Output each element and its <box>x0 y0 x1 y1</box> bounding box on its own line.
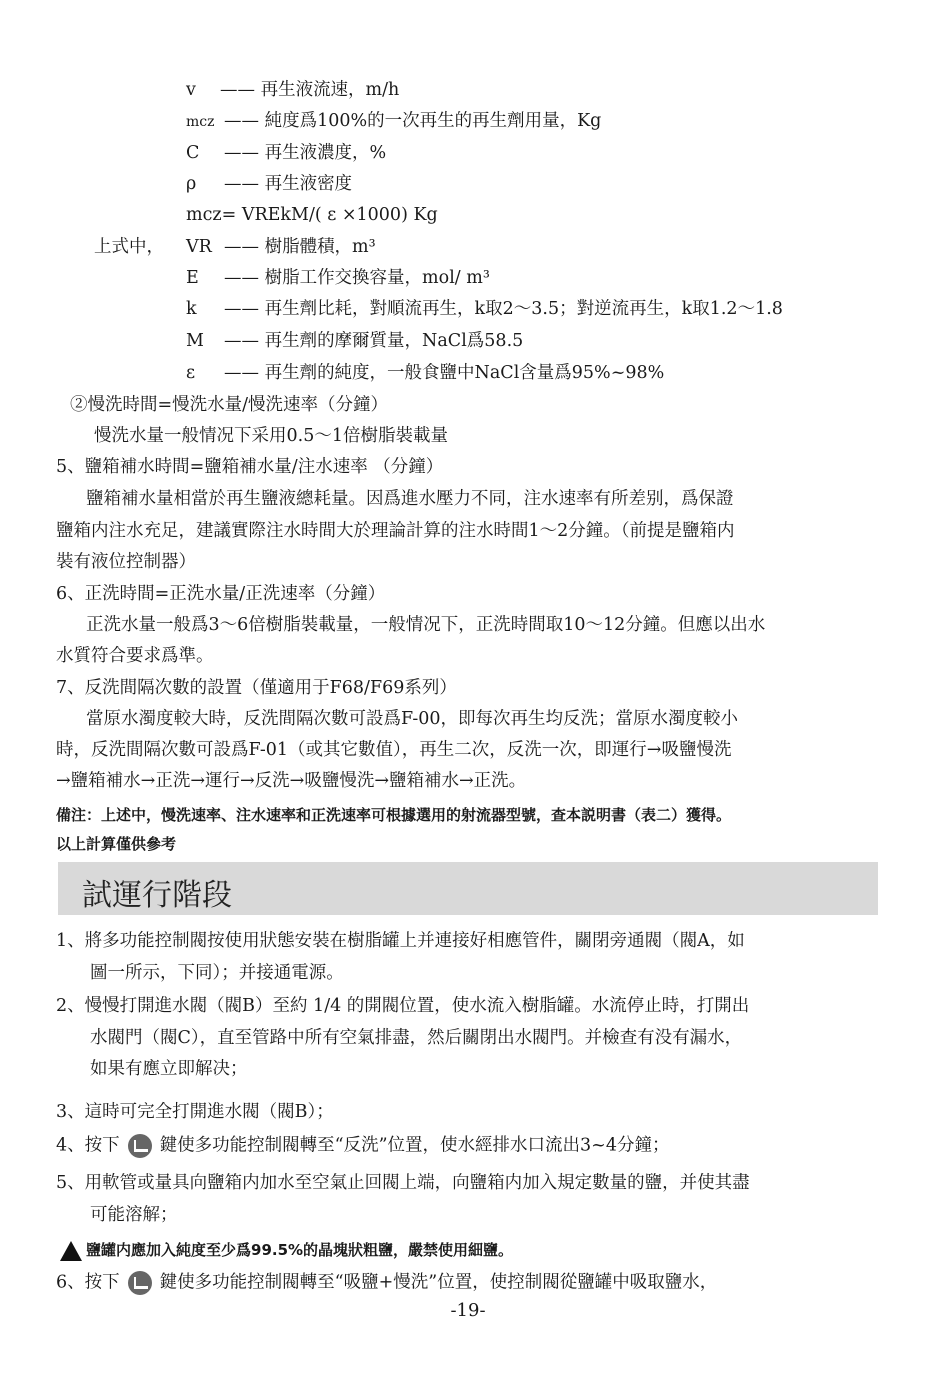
definition: —— 再生液密度 <box>224 174 353 194</box>
warning-icon <box>60 1241 82 1261</box>
def-k <box>186 298 783 320</box>
step-text: 鍵使多功能控制閥轉至“反洗”位置，使水經排水口流出3~4分鐘； <box>159 1135 670 1156</box>
step-line: 水閥門（閥C），直至管路中所有空氣排盡，然后關閉出水閥門。并檢查有没有漏水， <box>90 1028 743 1048</box>
definition: —— 再生液濃度，% <box>224 143 387 163</box>
text-line: 水質符合要求爲準。 <box>56 646 214 666</box>
step-text: 4、按下 <box>56 1135 120 1156</box>
symbol: VR <box>186 237 212 257</box>
step-6 <box>56 1271 717 1295</box>
page-number: -19- <box>450 1300 486 1321</box>
definition: —— 再生劑的摩爾質量，NaCl爲58.5 <box>224 331 524 351</box>
def-v <box>186 79 399 101</box>
definition: —— 再生液流速，m/h <box>220 80 400 100</box>
text-line: 鹽箱補水量相當於再生鹽液總耗量。因爲進水壓力不同，注水速率有所差别，爲保證 <box>86 489 734 509</box>
def-mcz <box>186 110 601 133</box>
text-line: 7、反洗間隔次數的設置（僅適用于F68/F69系列） <box>56 678 457 698</box>
text-line: 時，反洗間隔次數可設爲F-01（或其它數值），再生二次，反洗一次，即運行→吸鹽慢洗 <box>56 740 732 760</box>
symbol: v <box>186 80 196 100</box>
text-line: ②慢洗時間=慢洗水量/慢洗速率（分鐘） <box>70 395 389 415</box>
warning-text: 鹽罐内應加入純度至少爲99.5%的晶塊狀粗鹽，嚴禁使用細鹽。 <box>86 1241 514 1259</box>
step-4 <box>56 1134 669 1158</box>
step-line: 可能溶解； <box>90 1205 178 1225</box>
definition: —— 純度爲100%的一次再生的再生劑用量，Kg <box>224 111 602 131</box>
def-m <box>186 330 523 352</box>
backwash-key-icon <box>128 1134 152 1158</box>
def-e <box>186 267 490 289</box>
def-c <box>186 142 386 164</box>
definition: —— 再生劑的純度，一般食鹽中NaCl含量爲95%~98% <box>224 363 665 383</box>
where-label: 上式中， <box>94 237 164 257</box>
definition: —— 樹脂體積，m³ <box>224 237 376 257</box>
step-line: 3、這時可完全打開進水閥（閥B）； <box>56 1102 334 1122</box>
text-line: 當原水濁度較大時，反洗間隔次數可設爲F-00，即每次再生均反洗；當原水濁度較小 <box>86 709 739 729</box>
def-epsilon <box>186 362 664 384</box>
formula: mcz= VREkM/( ε ×1000) Kg <box>186 205 438 225</box>
symbol: C <box>186 143 200 163</box>
text-line: →鹽箱補水→正洗→運行→反洗→吸鹽慢洗→鹽箱補水→正洗。 <box>56 771 527 791</box>
step-line: 如果有應立即解决； <box>90 1059 248 1079</box>
step-text: 鍵使多功能控制閥轉至“吸鹽+慢洗”位置，使控制閥從鹽罐中吸取鹽水， <box>159 1272 718 1293</box>
section-heading <box>58 862 878 915</box>
symbol: ρ <box>186 174 197 194</box>
step-line: 圖一所示，下同）；并接通電源。 <box>90 963 344 983</box>
def-rho <box>186 173 352 195</box>
text-line: 裝有液位控制器） <box>56 552 196 572</box>
formula-mcz <box>186 204 438 226</box>
brine-key-icon <box>128 1271 152 1295</box>
section-title: 試運行階段 <box>82 878 232 913</box>
step-text: 6、按下 <box>56 1272 120 1293</box>
symbol: k <box>186 299 197 319</box>
text-line: 5、鹽箱補水時間=鹽箱補水量/注水速率 （分鐘） <box>56 457 444 477</box>
symbol: ε <box>186 363 196 383</box>
text-line: 6、正洗時間=正洗水量/正洗速率（分鐘） <box>56 584 386 604</box>
symbol: E <box>186 268 199 288</box>
text-line: 慢洗水量一般情况下采用0.5～1倍樹脂裝載量 <box>94 426 448 446</box>
step-line: 1、將多功能控制閥按使用狀態安裝在樹脂罐上并連接好相應管件，關閉旁通閥（閥A，如 <box>56 931 745 951</box>
step-line: 2、慢慢打開進水閥（閥B）至約 1/4 的開閥位置，使水流入樹脂罐。水流停止時，打開出 <box>56 996 750 1016</box>
definition: —— 再生劑比耗，對順流再生，k取2～3.5；對逆流再生，k取1.2～1.8 <box>224 299 783 319</box>
text-line: 鹽箱内注水充足，建議實際注水時間大於理論計算的注水時間1～2分鐘。（前提是鹽箱内 <box>56 521 735 541</box>
text-line: 正洗水量一般爲3～6倍樹脂裝載量，一般情况下，正洗時間取10～12分鐘。但應以出水 <box>86 615 766 635</box>
note-line: 備注：上述中，慢洗速率、注水速率和正洗速率可根據選用的射流器型號，查本説明書（表二）獲得。 <box>56 806 732 824</box>
note-line: 以上計算僅供參考 <box>56 835 177 853</box>
def-vr <box>186 236 376 258</box>
definition: —— 樹脂工作交換容量，mol/ m³ <box>224 268 490 288</box>
symbol: M <box>186 331 204 351</box>
warning <box>60 1239 513 1261</box>
step-line: 5、用軟管或量具向鹽箱内加水至空氣止回閥上端，向鹽箱内加入規定數量的鹽，并使其盡 <box>56 1173 750 1193</box>
symbol: mcz <box>186 114 215 130</box>
